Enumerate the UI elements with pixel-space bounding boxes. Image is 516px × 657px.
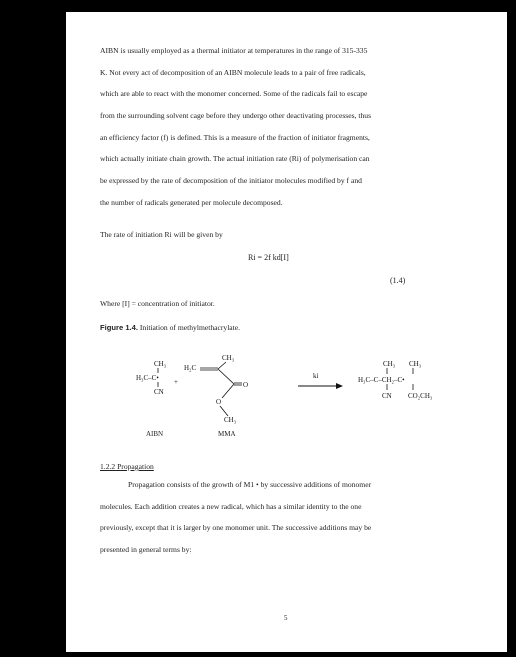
svg-text:O: O (243, 381, 249, 389)
text-line: an efficiency factor (f) is defined. This is a measure of the fraction of initiator fragments, (100, 132, 370, 142)
text-line: the number of radicals generated per molecule decomposed. (100, 197, 283, 207)
page-number: 5 (284, 614, 288, 622)
svg-text:H₃C–C–CH₂–C•: H₃C–C–CH₂–C• (358, 376, 405, 384)
rate-of-initiation-line: The rate of initiation Ri will be given by (100, 230, 223, 239)
svg-text:CO₂CH₃: CO₂CH₃ (408, 392, 433, 400)
initiation-rate-equation: Ri = 2f kd[I] (248, 253, 289, 262)
where-definition: Where [I] = concentration of initiator. (100, 299, 215, 308)
svg-text:CN: CN (382, 392, 392, 400)
text-line: be expressed by the rate of decomposition of the initiator molecules modified by f and (100, 176, 362, 186)
equation-number: (1.4) (390, 276, 406, 285)
figure-caption (100, 323, 240, 332)
svg-text:CH₃: CH₃ (224, 416, 237, 424)
document-page (66, 12, 507, 652)
aibn-label: AIBN (146, 430, 164, 438)
rate-constant-label: ki (313, 372, 319, 380)
svg-text:CH₃: CH₃ (222, 354, 235, 362)
section-heading: 1.2.2 Propagation (100, 462, 154, 471)
text-line: from the surrounding solvent cage before they undergo other deactivating processes, thus (100, 111, 372, 121)
paragraph-initiator (100, 46, 490, 220)
text-line: which actually initiate chain growth. The actual initiation rate (Ri) of polymerisation can (100, 154, 370, 164)
reaction-scheme-drawing (126, 352, 456, 452)
svg-text:O: O (216, 398, 222, 406)
svg-text:H₂C: H₂C (184, 364, 197, 372)
text-line: presented in general terms by: (100, 545, 192, 555)
svg-text:H₃C–C•: H₃C–C• (136, 374, 159, 382)
text-line: previously, except that it is larger by one monomer unit. The successive additions may be (100, 523, 372, 533)
svg-text:+: + (174, 378, 178, 386)
text-line: which are able to react with the monomer concerned. Some of the radicals fail to escape (100, 89, 368, 99)
text-line: K. Not every act of decomposition of an AIBN molecule leads to a pair of free radicals, (100, 67, 366, 77)
mma-label: MMA (218, 430, 236, 438)
text-line: molecules. Each addition creates a new radical, which has a similar identity to the one (100, 501, 362, 511)
text-line: Propagation consists of the growth of M1 • by successive additions of monomer (128, 480, 372, 489)
paragraph-propagation (100, 480, 490, 567)
svg-text:CH₃: CH₃ (409, 360, 422, 368)
figure-caption-text: Initiation of methylmethacrylate. (139, 323, 241, 332)
reaction-scheme (126, 352, 456, 452)
svg-text:CH₃: CH₃ (383, 360, 396, 368)
svg-text:CH₃: CH₃ (154, 360, 167, 368)
svg-text:CN: CN (154, 388, 164, 396)
figure-label: Figure 1.4. (100, 323, 138, 332)
text-line: AIBN is usually employed as a thermal initiator at temperatures in the range of 315-335 (100, 46, 368, 55)
